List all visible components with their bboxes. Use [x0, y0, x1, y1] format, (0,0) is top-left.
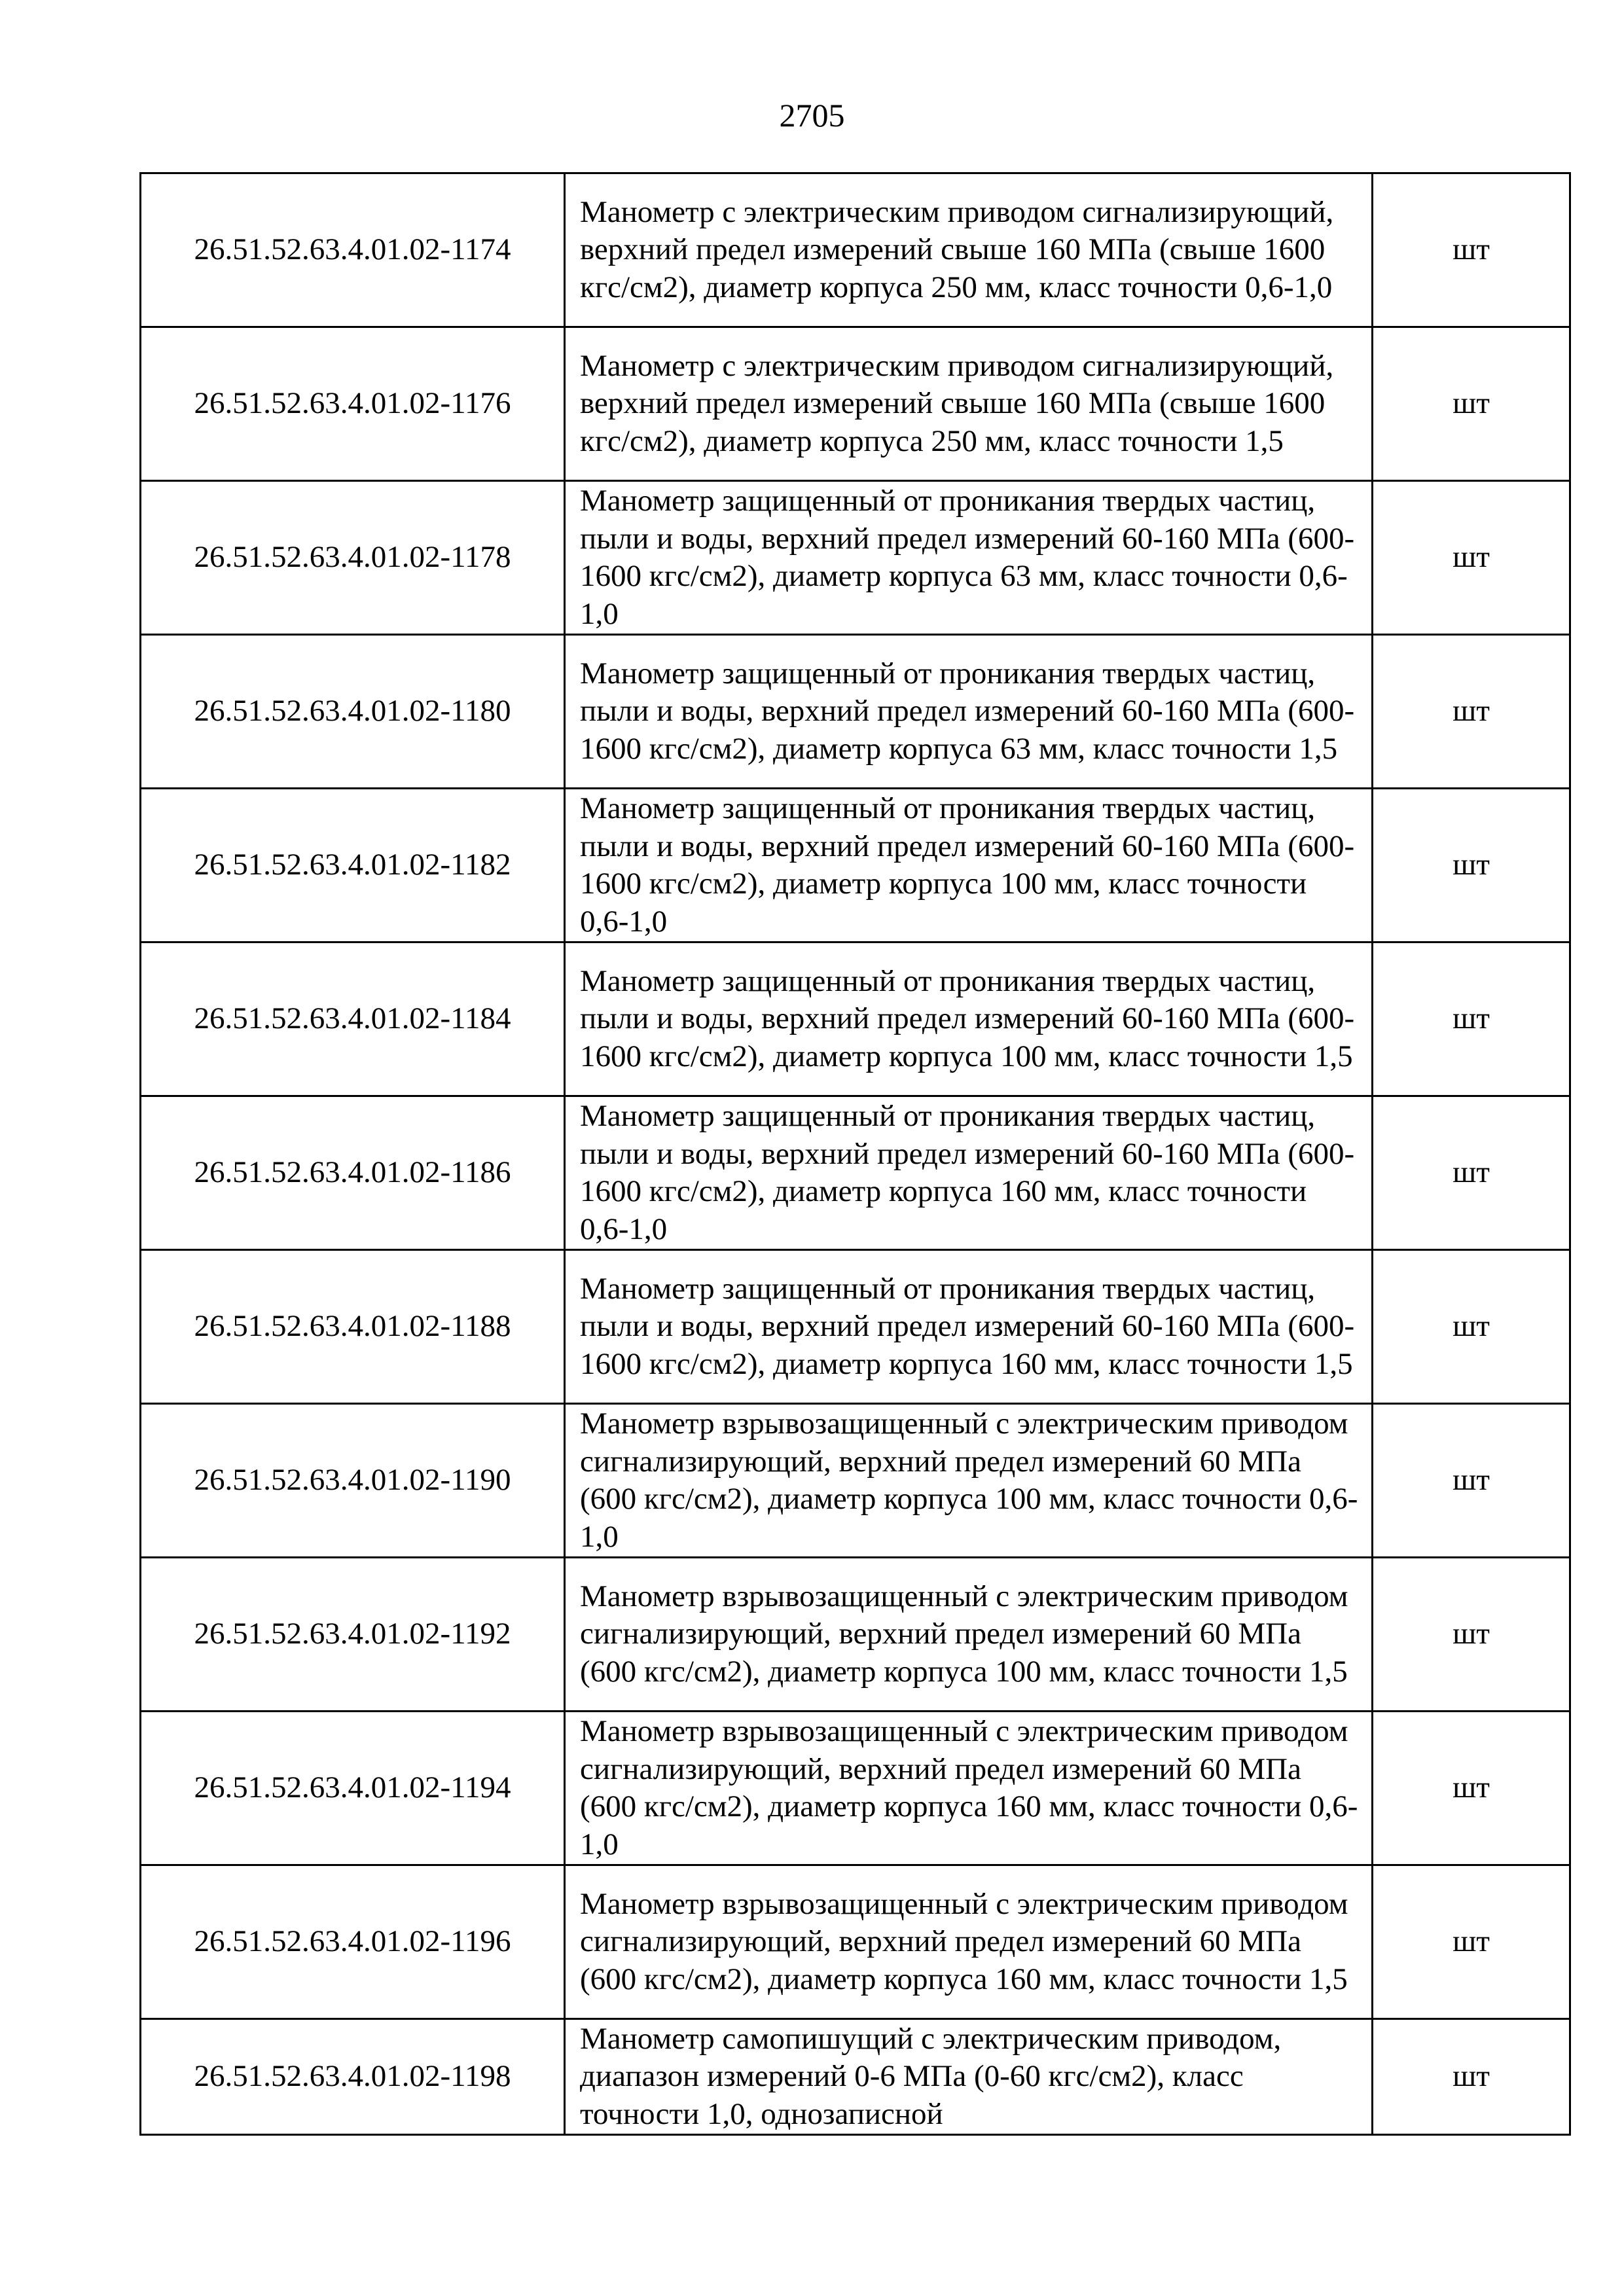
table-row	[141, 481, 1570, 635]
unit-of-measure: шт	[1373, 635, 1570, 789]
resource-code: 26.51.52.63.4.01.02-1198	[141, 2019, 565, 2135]
table-row	[141, 1712, 1570, 1865]
table-row	[141, 635, 1570, 789]
resource-code: 26.51.52.63.4.01.02-1174	[141, 173, 565, 327]
resource-description: Манометр защищенный от проникания твердых частиц, пыли и воды, верхний предел измерений 60-160 МПа (600-1600 кгс/см2), диаметр корпуса 160 мм, класс точности 1,5	[565, 1250, 1373, 1404]
resource-description: Манометр с электрическим приводом сигнализирующий, верхний предел измерений свыше 160 МПа (свыше 1600 кгс/см2), диаметр корпуса 250 мм, класс точности 0,6-1,0	[565, 173, 1373, 327]
resource-code: 26.51.52.63.4.01.02-1184	[141, 942, 565, 1096]
resource-code: 26.51.52.63.4.01.02-1188	[141, 1250, 565, 1404]
resource-description: Манометр самопишущий с электрическим приводом, диапазон измерений 0-6 МПа (0-60 кгс/см2), класс точности 1,0, однозаписной	[565, 2019, 1373, 2135]
table-row	[141, 1558, 1570, 1712]
unit-of-measure: шт	[1373, 1558, 1570, 1712]
resource-code: 26.51.52.63.4.01.02-1180	[141, 635, 565, 789]
resource-description: Манометр с электрическим приводом сигнализирующий, верхний предел измерений свыше 160 МПа (свыше 1600 кгс/см2), диаметр корпуса 250 мм, класс точности 1,5	[565, 327, 1373, 481]
resource-description: Манометр взрывозащищенный с электрическим приводом сигнализирующий, верхний предел измерений 60 МПа (600 кгс/см2), диаметр корпуса 160 мм, класс точности 1,5	[565, 1865, 1373, 2019]
resource-code: 26.51.52.63.4.01.02-1182	[141, 789, 565, 942]
table-row	[141, 1250, 1570, 1404]
table-row	[141, 173, 1570, 327]
resource-code: 26.51.52.63.4.01.02-1194	[141, 1712, 565, 1865]
unit-of-measure: шт	[1373, 942, 1570, 1096]
unit-of-measure: шт	[1373, 327, 1570, 481]
resource-description: Манометр защищенный от проникания твердых частиц, пыли и воды, верхний предел измерений 60-160 МПа (600-1600 кгс/см2), диаметр корпуса 63 мм, класс точности 1,5	[565, 635, 1373, 789]
table-row	[141, 2019, 1570, 2135]
table-row	[141, 327, 1570, 481]
table-row	[141, 942, 1570, 1096]
price-table	[139, 172, 1571, 2136]
resource-code: 26.51.52.63.4.01.02-1192	[141, 1558, 565, 1712]
resource-description: Манометр защищенный от проникания твердых частиц, пыли и воды, верхний предел измерений 60-160 МПа (600-1600 кгс/см2), диаметр корпуса 63 мм, класс точности 0,6-1,0	[565, 481, 1373, 635]
unit-of-measure: шт	[1373, 2019, 1570, 2135]
resource-description: Манометр защищенный от проникания твердых частиц, пыли и воды, верхний предел измерений 60-160 МПа (600-1600 кгс/см2), диаметр корпуса 100 мм, класс точности 1,5	[565, 942, 1373, 1096]
table-row	[141, 1865, 1570, 2019]
resource-description: Манометр взрывозащищенный с электрическим приводом сигнализирующий, верхний предел измерений 60 МПа (600 кгс/см2), диаметр корпуса 100 мм, класс точности 1,5	[565, 1558, 1373, 1712]
unit-of-measure: шт	[1373, 173, 1570, 327]
resource-description: Манометр защищенный от проникания твердых частиц, пыли и воды, верхний предел измерений 60-160 МПа (600-1600 кгс/см2), диаметр корпуса 100 мм, класс точности 0,6-1,0	[565, 789, 1373, 942]
resource-code: 26.51.52.63.4.01.02-1178	[141, 481, 565, 635]
unit-of-measure: шт	[1373, 1865, 1570, 2019]
unit-of-measure: шт	[1373, 789, 1570, 942]
unit-of-measure: шт	[1373, 1096, 1570, 1250]
page-number: 2705	[779, 97, 845, 134]
unit-of-measure: шт	[1373, 1404, 1570, 1558]
table-row	[141, 1096, 1570, 1250]
resource-description: Манометр взрывозащищенный с электрическим приводом сигнализирующий, верхний предел измерений 60 МПа (600 кгс/см2), диаметр корпуса 100 мм, класс точности 0,6-1,0	[565, 1404, 1373, 1558]
unit-of-measure: шт	[1373, 481, 1570, 635]
table-row	[141, 1404, 1570, 1558]
resource-description: Манометр защищенный от проникания твердых частиц, пыли и воды, верхний предел измерений 60-160 МПа (600-1600 кгс/см2), диаметр корпуса 160 мм, класс точности 0,6-1,0	[565, 1096, 1373, 1250]
resource-code: 26.51.52.63.4.01.02-1190	[141, 1404, 565, 1558]
resource-code: 26.51.52.63.4.01.02-1186	[141, 1096, 565, 1250]
resource-description: Манометр взрывозащищенный с электрическим приводом сигнализирующий, верхний предел измерений 60 МПа (600 кгс/см2), диаметр корпуса 160 мм, класс точности 0,6-1,0	[565, 1712, 1373, 1865]
resource-code: 26.51.52.63.4.01.02-1176	[141, 327, 565, 481]
unit-of-measure: шт	[1373, 1250, 1570, 1404]
unit-of-measure: шт	[1373, 1712, 1570, 1865]
resource-code: 26.51.52.63.4.01.02-1196	[141, 1865, 565, 2019]
table-row	[141, 789, 1570, 942]
